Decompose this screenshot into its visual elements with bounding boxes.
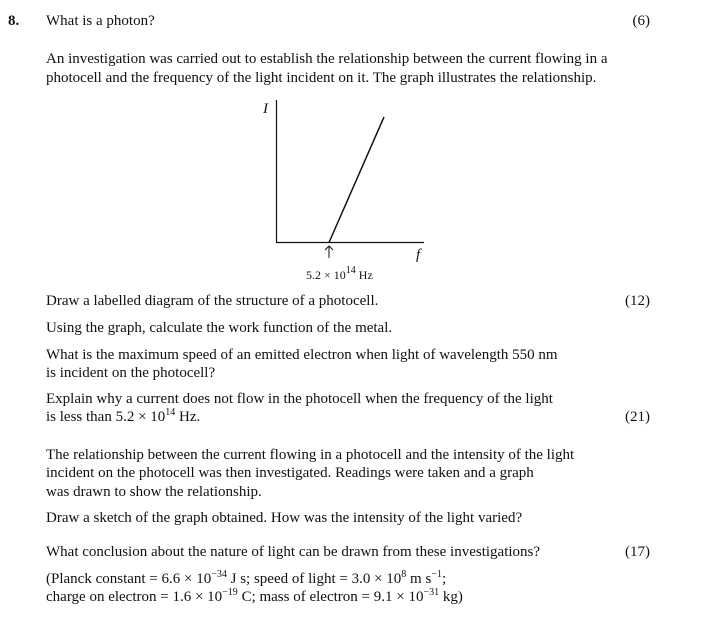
threshold-arrow	[325, 246, 333, 258]
marks-part-a: (12)	[625, 293, 650, 309]
part-intensity-line-3: was drawn to show the relationship.	[46, 484, 262, 500]
marks-part-b: (21)	[625, 409, 650, 425]
intro-line-1: An investigation was carried out to establish the relationship between the current flowing in a	[46, 51, 608, 67]
marks-part-c: (17)	[625, 544, 650, 560]
current-line	[329, 117, 384, 243]
part-max-speed-line-1: What is the maximum speed of an emitted electron when light of wavelength 550 nm	[46, 347, 558, 363]
constants-line-1: (Planck constant = $6.6 \times 10^{-34}$ J s; speed of light = $3.0 \times 10^8$ m $s^{-1}$;	[46, 569, 447, 587]
part-intensity-line-1: The relationship between the current flowing in a photocell and the intensity of the light	[46, 447, 575, 463]
part-photocell-diagram: Draw a labelled diagram of the structure of a photocell.	[46, 293, 379, 309]
threshold-label: $5.2 \times 10^{14}$ Hz	[306, 265, 373, 282]
part-conclusion: What conclusion about the nature of light can be drawn from these investigations?	[46, 544, 541, 560]
part-explain-line-1: Explain why a current does not flow in the photocell when the frequency of the light	[46, 391, 553, 407]
part-max-speed-line-2: is incident on the photocell?	[46, 365, 216, 381]
constants-line-2: charge on electron = $1.6 \times 10^{-19}$ C; mass of electron = $9.1 \times 10^{-31}$ kg)	[46, 587, 463, 605]
marks-q8-title: (6)	[632, 13, 650, 29]
intro-line-2: photocell and the frequency of the light incident on it. The graph illustrates the relationship.	[46, 70, 597, 86]
part-explain-line-2: is less than $5.2 \times 10^{14}$ Hz.	[46, 407, 201, 425]
question-title: What is a photon?	[46, 13, 155, 29]
part-sketch-graph: Draw a sketch of the graph obtained. How was the intensity of the light varied?	[46, 510, 523, 526]
x-axis-label: f	[416, 247, 421, 263]
part-work-function: Using the graph, calculate the work function of the metal.	[46, 320, 393, 336]
question-number: 8.	[8, 13, 20, 29]
part-intensity-line-2: incident on the photocell was then investigated. Readings were taken and a graph	[46, 465, 534, 481]
y-axis-label: I	[263, 101, 268, 117]
